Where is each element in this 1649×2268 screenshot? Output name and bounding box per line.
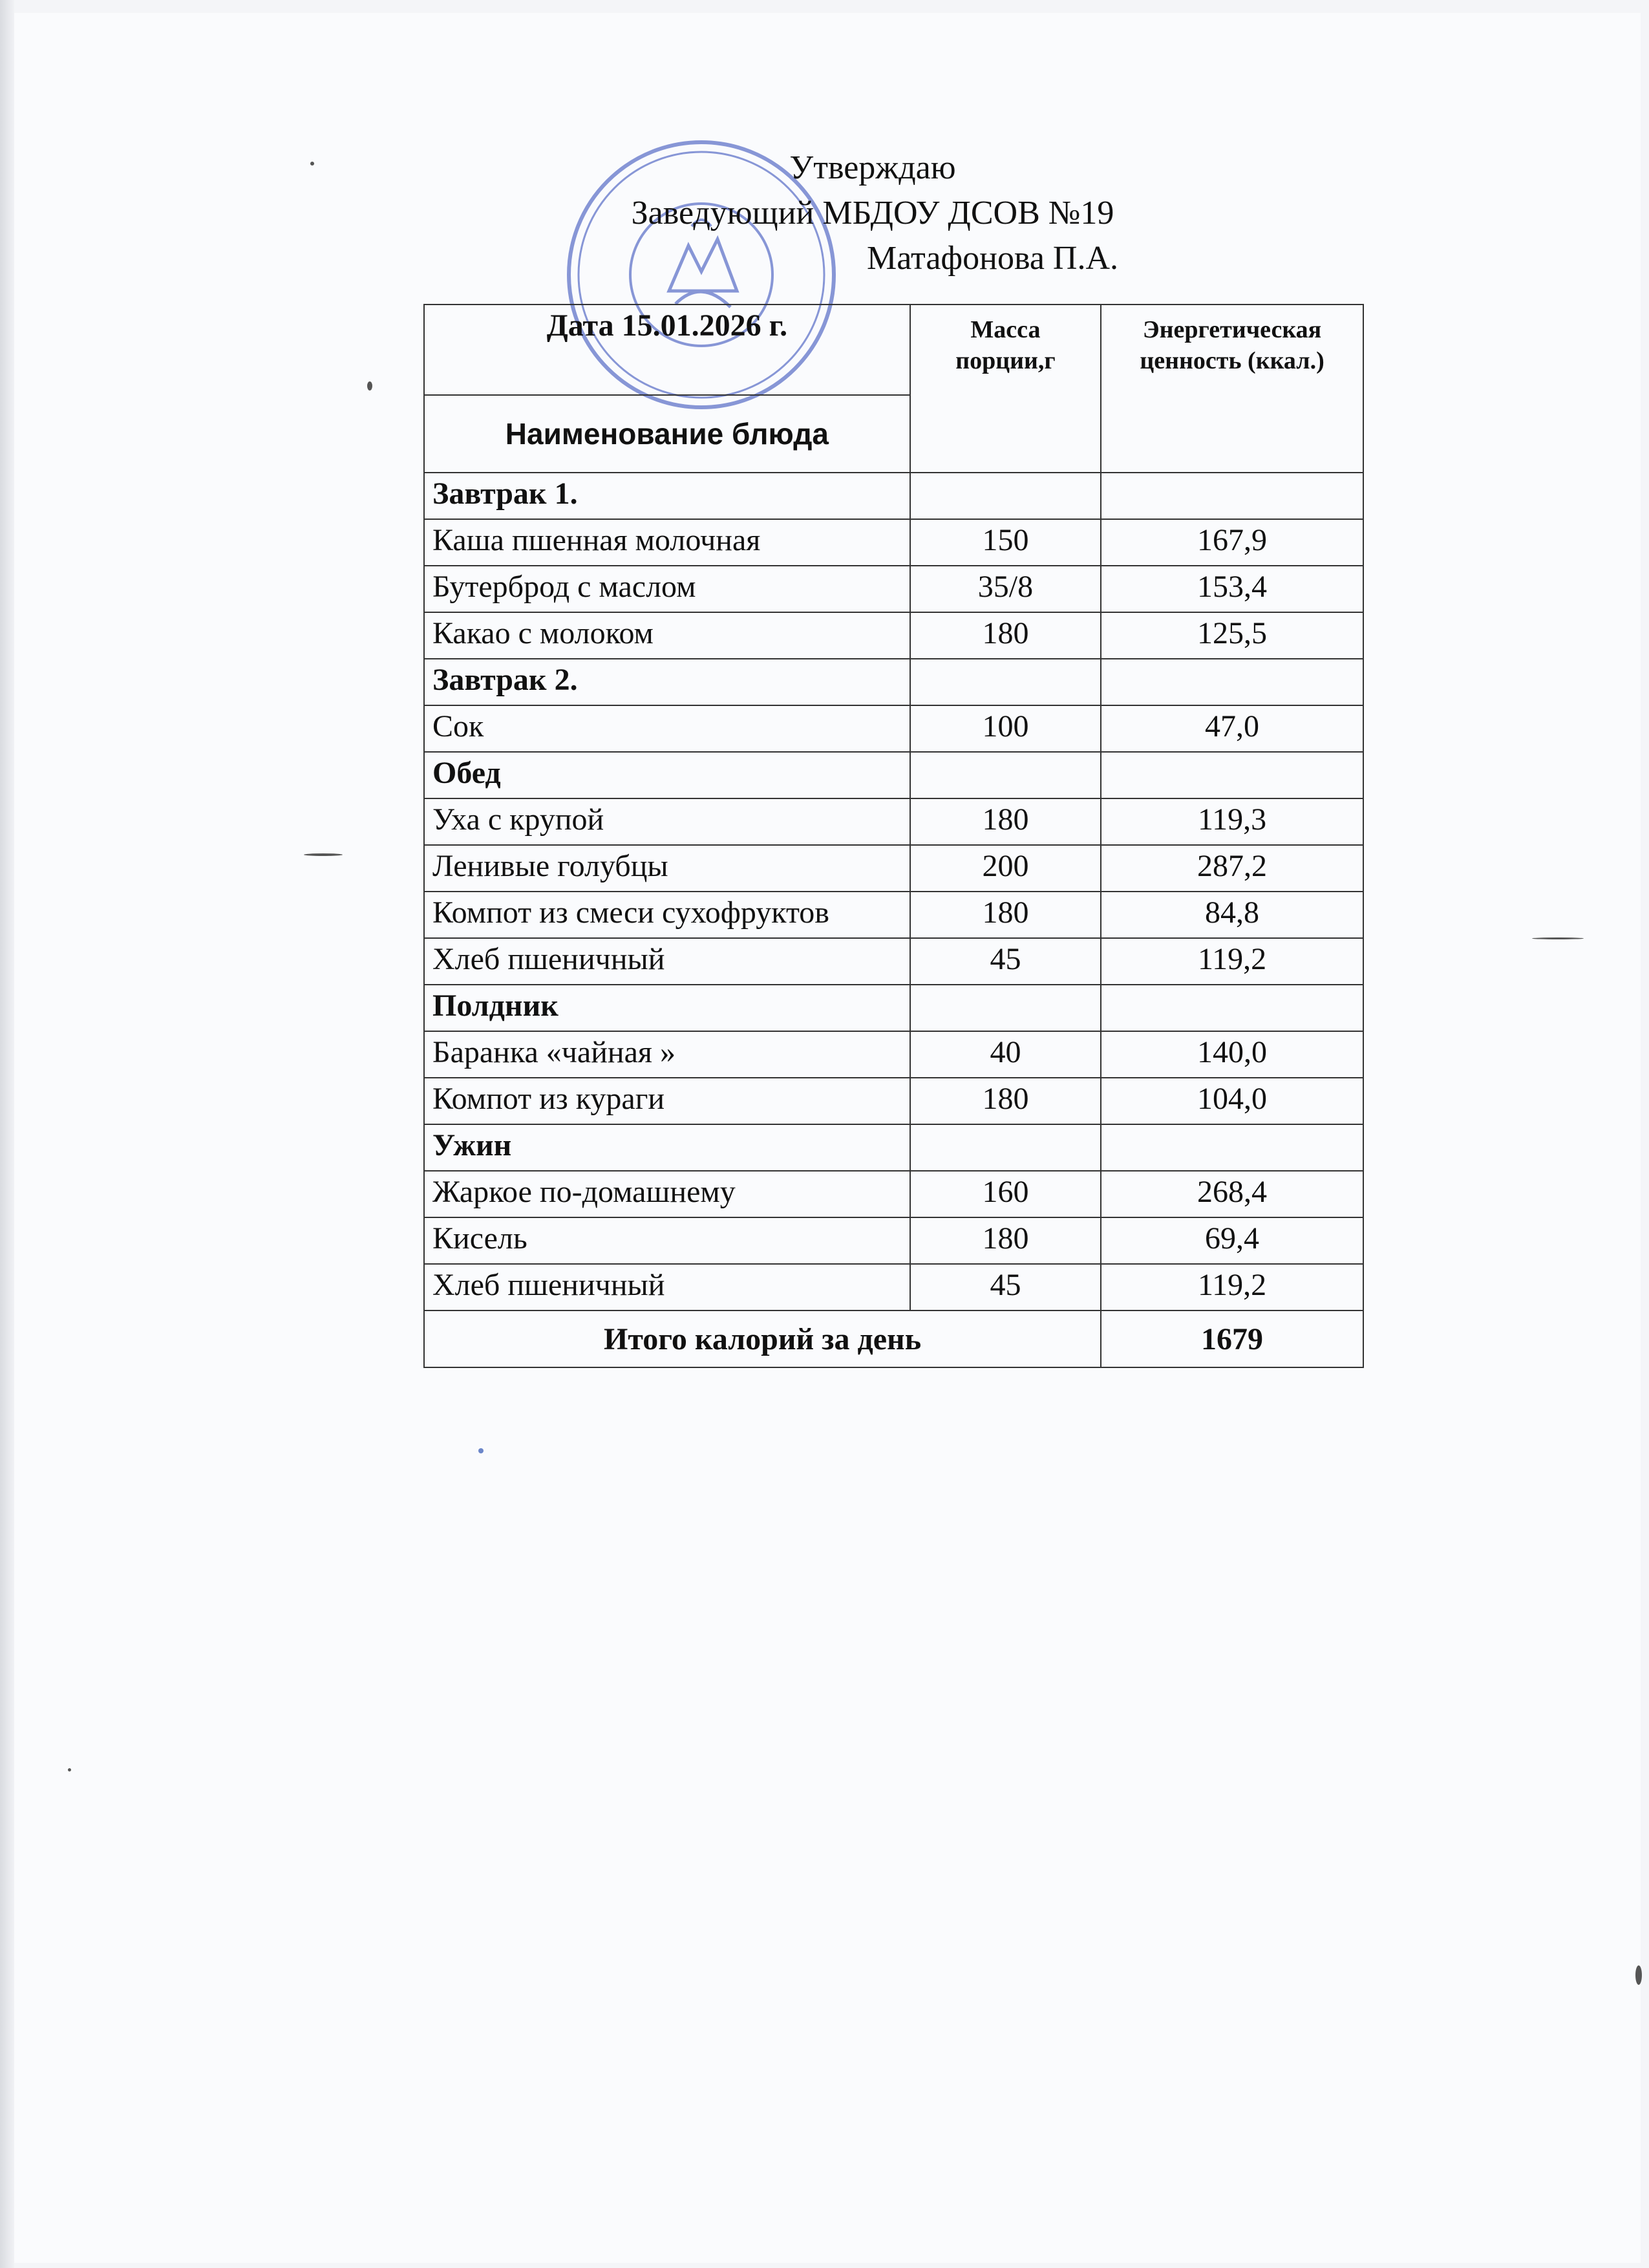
dish-energy: 153,4 bbox=[1101, 566, 1363, 612]
dish-energy: 69,4 bbox=[1101, 1217, 1363, 1264]
energy-header: Энергетическая ценность (ккал.) bbox=[1101, 305, 1363, 473]
approval-position: Заведующий МБДОУ ДСОВ №19 bbox=[631, 195, 1114, 231]
dish-row bbox=[424, 1031, 1363, 1078]
scan-speck bbox=[367, 381, 372, 390]
scan-speck bbox=[1532, 937, 1584, 939]
dish-name: Жаркое по-домашнему bbox=[424, 1171, 910, 1217]
dish-name: Кисель bbox=[424, 1217, 910, 1264]
section-title: Полдник bbox=[424, 985, 910, 1031]
dish-mass: 100 bbox=[910, 705, 1101, 752]
section-row bbox=[424, 1124, 1363, 1171]
dish-name: Компот из смеси сухофруктов bbox=[424, 892, 910, 938]
empty-cell bbox=[910, 1124, 1101, 1171]
dish-mass: 180 bbox=[910, 1217, 1101, 1264]
menu-table bbox=[423, 304, 1364, 1368]
dish-name: Компот из кураги bbox=[424, 1078, 910, 1124]
dish-energy: 119,2 bbox=[1101, 938, 1363, 985]
scan-speck bbox=[68, 1768, 71, 1771]
empty-cell bbox=[910, 473, 1101, 519]
dish-name: Ленивые голубцы bbox=[424, 845, 910, 892]
section-row bbox=[424, 659, 1363, 705]
scan-speck bbox=[1635, 1965, 1642, 1985]
dish-mass: 45 bbox=[910, 938, 1101, 985]
dish-mass: 180 bbox=[910, 892, 1101, 938]
empty-cell bbox=[1101, 473, 1363, 519]
date-cell: Дата 15.01.2026 г. bbox=[424, 305, 910, 395]
dish-row bbox=[424, 519, 1363, 566]
dish-row bbox=[424, 1078, 1363, 1124]
empty-cell bbox=[910, 659, 1101, 705]
mass-header: Масса порции,г bbox=[910, 305, 1101, 473]
dish-mass: 200 bbox=[910, 845, 1101, 892]
dish-name: Бутерброд с маслом bbox=[424, 566, 910, 612]
dish-energy: 104,0 bbox=[1101, 1078, 1363, 1124]
approval-block bbox=[452, 145, 1293, 281]
dish-mass: 150 bbox=[910, 519, 1101, 566]
empty-cell bbox=[910, 752, 1101, 798]
empty-cell bbox=[910, 985, 1101, 1031]
scan-speck bbox=[310, 162, 314, 166]
total-label: Итого калорий за день bbox=[424, 1311, 1101, 1367]
dish-row bbox=[424, 612, 1363, 659]
dish-mass: 180 bbox=[910, 798, 1101, 845]
table-header-row bbox=[424, 305, 1363, 395]
section-title: Завтрак 2. bbox=[424, 659, 910, 705]
dish-mass: 160 bbox=[910, 1171, 1101, 1217]
dish-energy: 84,8 bbox=[1101, 892, 1363, 938]
dish-mass: 180 bbox=[910, 1078, 1101, 1124]
dish-energy: 119,2 bbox=[1101, 1264, 1363, 1311]
dish-row bbox=[424, 845, 1363, 892]
dish-mass: 180 bbox=[910, 612, 1101, 659]
dish-row bbox=[424, 938, 1363, 985]
dish-energy: 287,2 bbox=[1101, 845, 1363, 892]
section-title: Обед bbox=[424, 752, 910, 798]
dish-energy: 268,4 bbox=[1101, 1171, 1363, 1217]
total-row bbox=[424, 1311, 1363, 1367]
dish-mass: 35/8 bbox=[910, 566, 1101, 612]
dish-name: Уха с крупой bbox=[424, 798, 910, 845]
dish-name: Баранка «чайная » bbox=[424, 1031, 910, 1078]
dish-name: Какао с молоком bbox=[424, 612, 910, 659]
dish-mass: 45 bbox=[910, 1264, 1101, 1311]
dish-row bbox=[424, 798, 1363, 845]
dish-energy: 167,9 bbox=[1101, 519, 1363, 566]
dish-energy: 119,3 bbox=[1101, 798, 1363, 845]
dish-row bbox=[424, 566, 1363, 612]
dish-name: Хлеб пшеничный bbox=[424, 1264, 910, 1311]
dish-mass: 40 bbox=[910, 1031, 1101, 1078]
dish-name: Сок bbox=[424, 705, 910, 752]
empty-cell bbox=[1101, 1124, 1363, 1171]
section-row bbox=[424, 985, 1363, 1031]
scan-edge bbox=[0, 0, 14, 2268]
empty-cell bbox=[1101, 985, 1363, 1031]
dish-row bbox=[424, 1171, 1363, 1217]
dish-row bbox=[424, 705, 1363, 752]
approval-signatory: Матафонова П.А. bbox=[867, 240, 1118, 277]
approval-title: Утверждаю bbox=[789, 149, 956, 186]
dish-row bbox=[424, 892, 1363, 938]
scan-speck bbox=[304, 853, 343, 856]
empty-cell bbox=[1101, 752, 1363, 798]
scan-speck bbox=[478, 1448, 484, 1453]
dish-row bbox=[424, 1264, 1363, 1311]
dish-energy: 47,0 bbox=[1101, 705, 1363, 752]
total-value: 1679 bbox=[1101, 1311, 1363, 1367]
empty-cell bbox=[1101, 659, 1363, 705]
dish-energy: 125,5 bbox=[1101, 612, 1363, 659]
section-title: Завтрак 1. bbox=[424, 473, 910, 519]
dish-row bbox=[424, 1217, 1363, 1264]
dish-name: Хлеб пшеничный bbox=[424, 938, 910, 985]
section-title: Ужин bbox=[424, 1124, 910, 1171]
dish-name-header: Наименование блюда bbox=[424, 395, 910, 473]
section-row bbox=[424, 752, 1363, 798]
section-row bbox=[424, 473, 1363, 519]
dish-energy: 140,0 bbox=[1101, 1031, 1363, 1078]
dish-name: Каша пшенная молочная bbox=[424, 519, 910, 566]
